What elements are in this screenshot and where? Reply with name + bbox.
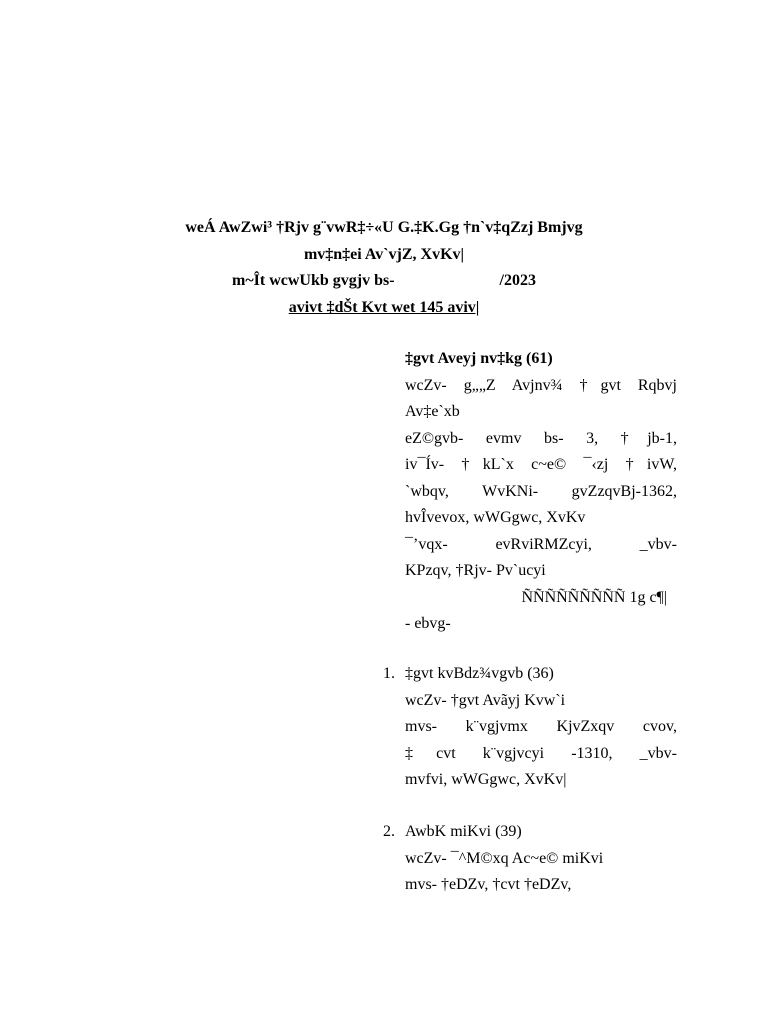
- plaintiff-name: ‡gvt Aveyj nv‡kg (61): [405, 350, 553, 367]
- plaintiff-line: ¯’vqx- evRviRMZcyi, _vbv-: [405, 535, 677, 553]
- defendant-line: ‡cvt k¨vgjvcyi -1310, _vbv-: [405, 744, 677, 762]
- defendant-name: ‡gvt kvBdz¾vgvb (36): [405, 665, 554, 682]
- defendant-2: [383, 819, 677, 899]
- versus-label: - ebvg-: [405, 615, 451, 632]
- section-line: [0, 298, 768, 318]
- defendant-line: mvfvi, wWGgwc, XvKv|: [405, 771, 567, 788]
- plaintiff-line: iv¯Ív- †kL`x c~e© ¯‹zj †ivW,: [405, 456, 677, 473]
- defendant-1: [383, 661, 677, 794]
- plaintiff-line: hvÎvevox, wWGgwc, XvKv: [405, 509, 586, 526]
- defendant-line: wcZv- ¯^M©xq Ac~e© miKvi: [405, 849, 604, 867]
- defendant-name: AwbK miKvi (39): [405, 823, 522, 840]
- plaintiff-line: KPzqv, †Rjv- Pv`ucyi: [405, 562, 546, 579]
- defendant-line: mvs- †eDZv, †cvt †eDZv,: [405, 876, 572, 893]
- court-title-line2: mv‡n‡ei Av`vjZ, XvKv|: [303, 246, 465, 263]
- plaintiff-block: [405, 346, 677, 638]
- section-reference: avivt ‡dŠt Kvt wet 145 aviv|: [288, 299, 480, 316]
- court-title-line1: weÁ AwZwi³ †Rjv g¨vwR‡÷«U G.‡K.Gg †n`v‡qZzj Bmjvg: [185, 219, 583, 236]
- case-number-line: [0, 271, 768, 291]
- defendant-line: wcZv- †gvt Avãyj Kvw`i: [405, 691, 566, 709]
- plaintiff-line: eZ©gvb- evmv bs- 3, †jb-1,: [405, 429, 677, 447]
- case-year: /2023: [499, 272, 536, 289]
- plaintiff-line: Av‡e`xb: [405, 403, 460, 420]
- plaintiff-role: ÑÑÑÑÑÑÑÑÑ 1g c¶|: [521, 588, 667, 606]
- case-number-label: m~Ît wcwUkb gvgjv bs-: [232, 272, 395, 289]
- plaintiff-line: wcZv- g„„Z Avjnv¾ †gvt Rqbvj: [405, 376, 677, 394]
- plaintiff-line: `wbqv, WvKNi- gvZzqvBj-1362,: [405, 482, 677, 500]
- defendant-number: 2.: [383, 823, 395, 840]
- defendant-line: mvs- k¨vgjvmx KjvZxqv cvov,: [405, 718, 677, 735]
- defendant-number: 1.: [383, 665, 395, 682]
